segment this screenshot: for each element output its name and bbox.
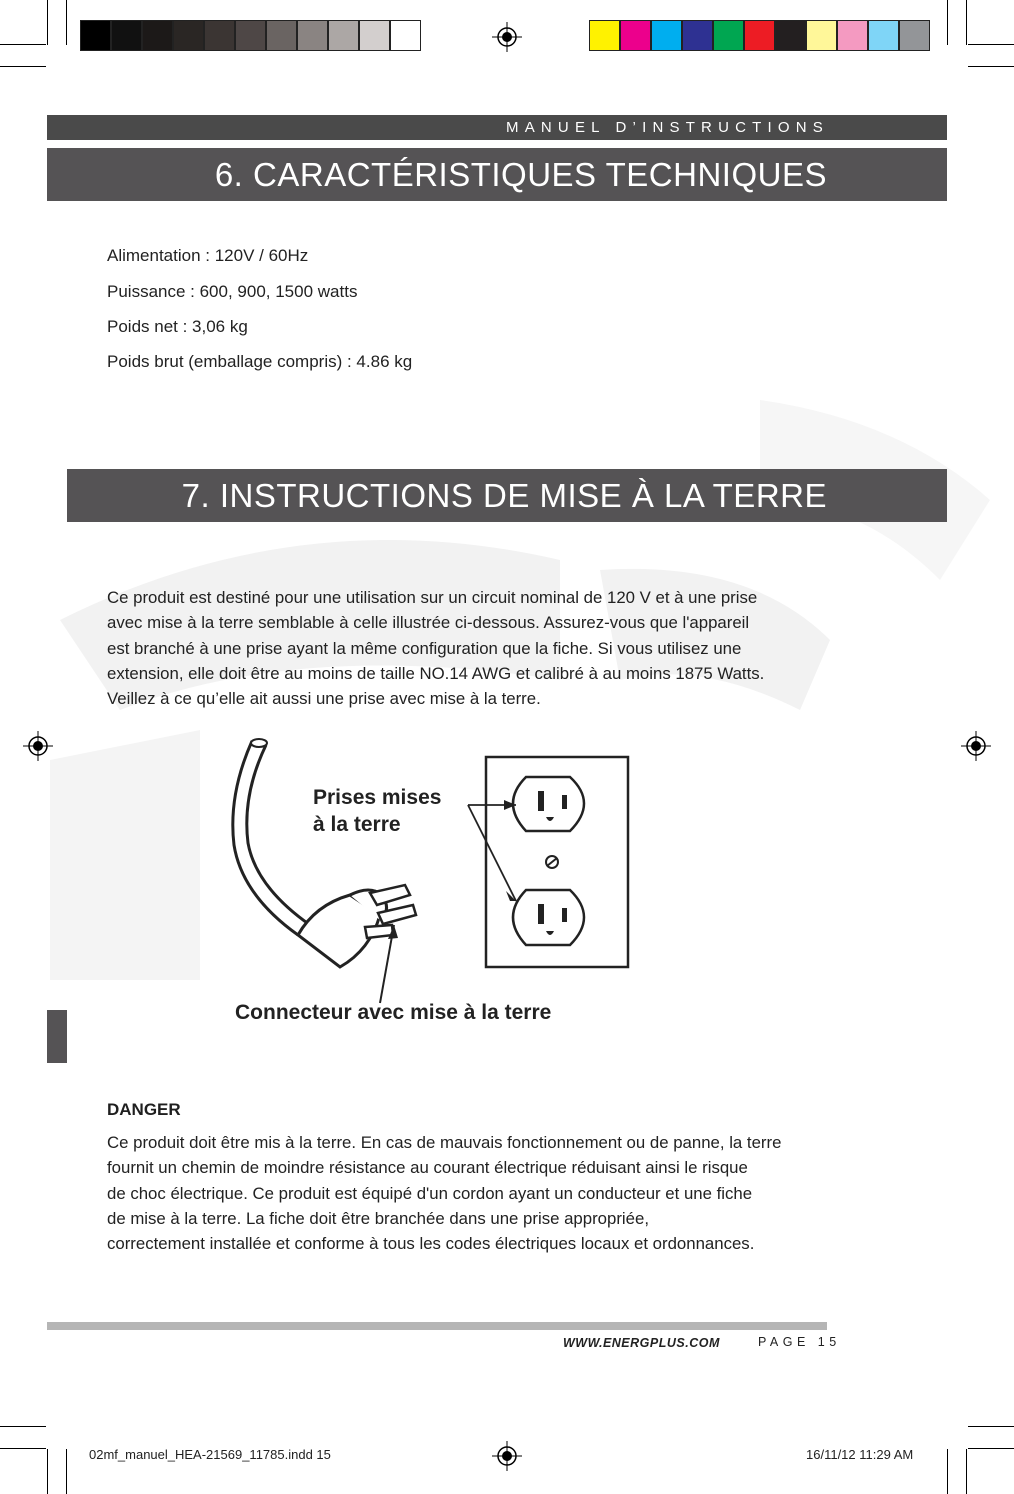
crop-mark [0, 1448, 46, 1449]
spec-power-supply: Alimentation : 120V / 60Hz [107, 246, 309, 265]
figure-label-outlets-line2: à la terre [313, 813, 401, 836]
color-swatch [744, 20, 775, 51]
figure-label-connector: Connecteur avec mise à la terre [235, 1001, 552, 1024]
color-swatch [868, 20, 899, 51]
color-swatch [651, 20, 682, 51]
color-swatch [204, 20, 235, 51]
crop-mark [968, 1426, 1014, 1427]
figure-label-outlets-line1: Prises mises [313, 786, 442, 809]
color-swatch [775, 20, 806, 51]
paragraph-line: correctement installée et conforme à tous les codes électriques locaux et ordonnances. [107, 1234, 755, 1254]
paragraph-line: de choc électrique. Ce produit est équipé d'un cordon ayant un conducteur et une fiche [107, 1183, 753, 1203]
crop-mark [947, 1449, 948, 1494]
crop-mark [0, 66, 46, 67]
spec-net-weight: Poids net : 3,06 kg [107, 317, 248, 336]
color-swatch [390, 20, 421, 51]
crop-mark [947, 0, 948, 45]
danger-paragraph [107, 1130, 847, 1256]
running-header-title: MANUEL D’INSTRUCTIONS [506, 119, 829, 136]
side-tab-bar [47, 1010, 67, 1063]
footer-website-link[interactable]: WWW.ENERGPLUS.COM [563, 1336, 720, 1350]
spec-gross-weight: Poids brut (emballage compris) : 4.86 kg [107, 352, 413, 371]
danger-title: DANGER [107, 1100, 181, 1119]
crop-mark [966, 0, 967, 45]
color-swatch [235, 20, 266, 51]
color-swatch [111, 20, 142, 51]
color-swatch [899, 20, 930, 51]
crop-mark [968, 1448, 1014, 1449]
paragraph-line: Ce produit est destiné pour une utilisation sur un circuit nominal de 120 V et à une prise [107, 588, 758, 607]
crop-mark [47, 1449, 48, 1494]
section-7-title: 7. INSTRUCTIONS DE MISE À LA TERRE [181, 477, 827, 514]
page-number: PAGE 15 [758, 1335, 841, 1349]
color-swatch [682, 20, 713, 51]
section-6-title: 6. CARACTÉRISTIQUES TECHNIQUES [214, 156, 827, 193]
footer-rule [47, 1322, 827, 1330]
color-swatch [806, 20, 837, 51]
color-swatch [297, 20, 328, 51]
crop-mark [66, 1449, 67, 1494]
crop-mark [0, 44, 46, 45]
color-swatch [837, 20, 868, 51]
paragraph-line: de mise à la terre. La fiche doit être branchée dans une prise appropriée, [107, 1208, 649, 1228]
color-swatch [359, 20, 390, 51]
color-swatch [589, 20, 620, 51]
crop-mark [968, 44, 1014, 45]
slug-timestamp: 16/11/12 11:29 AM [806, 1447, 914, 1462]
color-swatch [620, 20, 651, 51]
color-swatch [173, 20, 204, 51]
crop-mark [47, 0, 48, 45]
color-swatch [328, 20, 359, 51]
registration-mark-icon [492, 1441, 522, 1471]
paragraph-line: avec mise à la terre semblable à celle illustrée ci-dessous. Assurez-vous que l'appareil [107, 613, 750, 633]
crop-mark [968, 66, 1014, 67]
color-swatch [80, 20, 111, 51]
crop-mark [0, 1426, 46, 1427]
registration-mark-icon [492, 22, 522, 52]
crop-mark [966, 1449, 967, 1494]
color-swatch [266, 20, 297, 51]
paragraph-line: Ce produit doit être mis à la terre. En cas de mauvais fonctionnement ou de panne, la terre [107, 1133, 782, 1152]
section-7-heading-bar [67, 469, 947, 522]
slug-filename: 02mf_manuel_HEA-21569_11785.indd 15 [89, 1447, 331, 1462]
paragraph-line: Veillez à ce qu’elle ait aussi une prise avec mise à la terre. [107, 689, 541, 709]
spec-wattage: Puissance : 600, 900, 1500 watts [107, 282, 358, 301]
color-swatch [142, 20, 173, 51]
paragraph-line: fournit un chemin de moindre résistance au courant électrique réduisant ainsi le risque [107, 1158, 748, 1178]
grounding-plug-outlet-illustration [220, 735, 640, 1035]
grounding-paragraph [107, 585, 837, 711]
paragraph-line: extension, elle doit être au moins de taille NO.14 AWG et calibré à au moins 1875 Watts. [107, 663, 765, 683]
crop-mark [66, 0, 67, 45]
running-header-bar [47, 115, 947, 140]
section-6-heading-bar [47, 148, 947, 201]
color-swatch [713, 20, 744, 51]
paragraph-line: est branché à une prise ayant la même configuration que la fiche. Si vous utilisez une [107, 638, 742, 658]
